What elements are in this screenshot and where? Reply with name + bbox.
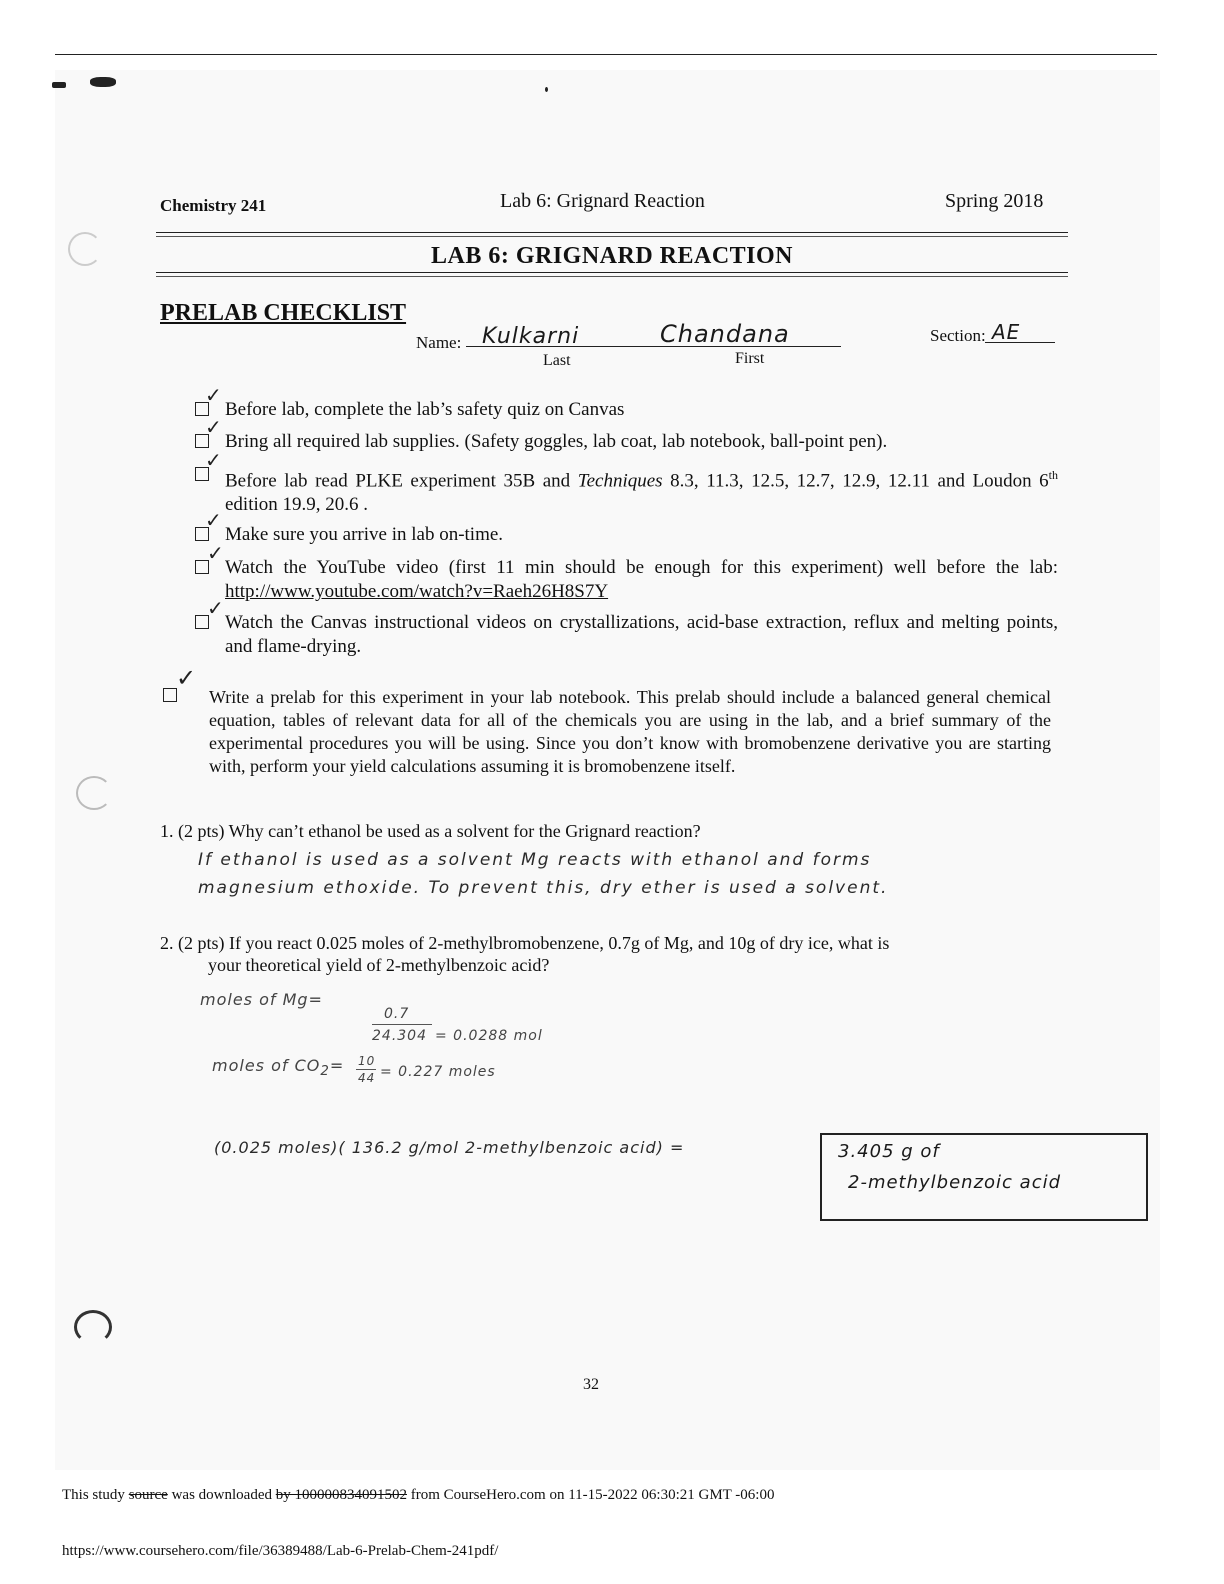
checklist-item: Before lab read PLKE experiment 35B and Techniques 8.3, 11.3, 12.5, 12.7, 12.9, 12.11 and Loudon 6th edition 19.9, 20.6 .: [225, 468, 1058, 516]
section-value: AE: [992, 320, 1021, 344]
co2-moles-numerator: 10: [358, 1054, 376, 1068]
check-mark-icon: ✓: [207, 596, 224, 620]
check-mark-icon: ✓: [205, 383, 222, 407]
checklist-item: [209, 686, 1051, 778]
checklist-item: [225, 398, 1065, 422]
download-notice: This study source was downloaded by 100000834091502 from CourseHero.com on 11-15-2022 06:30:21 GMT -06:00: [62, 1487, 775, 1503]
co2-moles-denominator: 44: [358, 1071, 376, 1085]
checklist-item-text: Make sure you arrive in lab on-time.: [225, 524, 504, 545]
page-number: 32: [583, 1376, 599, 1393]
mg-moles-numerator: 0.7: [384, 1006, 410, 1022]
header-course: Chemistry 241: [160, 196, 267, 215]
name-label: Name:: [416, 333, 462, 352]
question-2-prompt: 2. (2 pts) If you react 0.025 moles of 2-methylbromobenzene, 0.7g of Mg, and 10g of dry ice, what is: [160, 933, 890, 953]
answer-box-value: 3.405 g of: [838, 1141, 940, 1162]
punch-hole-mark: [76, 776, 112, 810]
question-1-prompt: 1. (2 pts) Why can’t ethanol be used as a solvent for the Grignard reaction?: [160, 821, 701, 841]
first-name-caption: First: [735, 350, 765, 367]
check-mark-icon: ✓: [205, 415, 222, 439]
check-mark-icon: ✓: [205, 508, 222, 532]
co2-moles-result: = 0.227 moles: [380, 1064, 496, 1080]
co2-moles-label: moles of $CO_2=$: [212, 1056, 345, 1080]
scan-speck: [545, 87, 548, 92]
answer-box-compound: 2-methylbenzoic acid: [848, 1172, 1062, 1193]
youtube-link[interactable]: http://www.youtube.com/watch?v=Raeh26H8S7Y: [225, 581, 609, 602]
mg-moles-result: = 0.0288 mol: [435, 1028, 543, 1044]
checklist-item-text: Watch the YouTube video (first 11 min should be enough for this experiment) well before the lab:: [225, 557, 1058, 578]
checklist-item: [225, 430, 1065, 454]
mg-moles-label: moles of Mg=: [200, 990, 323, 1009]
yield-calculation: (0.025 moles)( 136.2 g/mol 2-methylbenzoic acid) =: [214, 1138, 685, 1157]
section-label: Section:: [930, 326, 986, 345]
scan-speck: [90, 77, 116, 87]
checklist-item: [225, 523, 1065, 547]
scan-speck: [52, 82, 66, 88]
question-1-answer: magnesium ethoxide. To prevent this, dry ether is used a solvent.: [198, 878, 889, 898]
header-rule: [156, 232, 1068, 233]
checklist-item-text: Bring all required lab supplies. (Safety goggles, lab coat, lab notebook, ball-point pen).: [225, 431, 888, 452]
check-mark-icon: ✓: [207, 541, 224, 565]
question-2-prompt: your theoretical yield of 2-methylbenzoic acid?: [208, 955, 550, 975]
checkbox[interactable]: [163, 688, 177, 702]
checklist-item-text: Watch the Canvas instructional videos on crystallizations, acid-base extraction, reflux and melting points, and flame-drying.: [225, 612, 1058, 657]
first-name-value: Chandana: [660, 320, 790, 348]
title-rule: [156, 272, 1068, 273]
last-name-value: Kulkarni: [482, 324, 580, 349]
question-1-answer: If ethanol is used as a solvent Mg reacts with ethanol and forms: [198, 850, 872, 870]
source-url[interactable]: https://www.coursehero.com/file/36389488/Lab-6-Prelab-Chem-241pdf/: [62, 1543, 499, 1559]
title-rule: [156, 276, 1068, 277]
checklist-item-text: Write a prelab for this experiment in your lab notebook. This prelab should include a balanced general chemical equation, tables of relevant data for all of the chemicals you are using in the lab, and a brief summary of the experimental procedures you will be using. Since you don’t know with bromobenzene derivative you are starting with, perform your yield calculations assuming it is bromobenzene itself.: [209, 687, 1051, 776]
last-name-caption: Last: [543, 352, 571, 369]
header-term: Spring 2018: [945, 190, 1044, 212]
checklist-item: [225, 611, 1058, 659]
mg-moles-denominator: 24.304: [372, 1028, 427, 1044]
header-rule: [156, 236, 1068, 237]
check-mark-icon: ✓: [205, 448, 222, 472]
checklist-item-text: Before lab, complete the lab’s safety quiz on Canvas: [225, 399, 625, 420]
checklist-item: [225, 556, 1058, 604]
header-lab: Lab 6: Grignard Reaction: [500, 190, 705, 212]
check-mark-icon: ✓: [176, 664, 197, 692]
fraction-bar: [372, 1024, 432, 1025]
top-rule: [55, 54, 1157, 55]
fraction-bar: [356, 1069, 376, 1070]
page-title: LAB 6: GRIGNARD REACTION: [430, 243, 794, 269]
prelab-heading: PRELAB CHECKLIST: [160, 300, 407, 326]
punch-hole-mark: [74, 1310, 112, 1344]
